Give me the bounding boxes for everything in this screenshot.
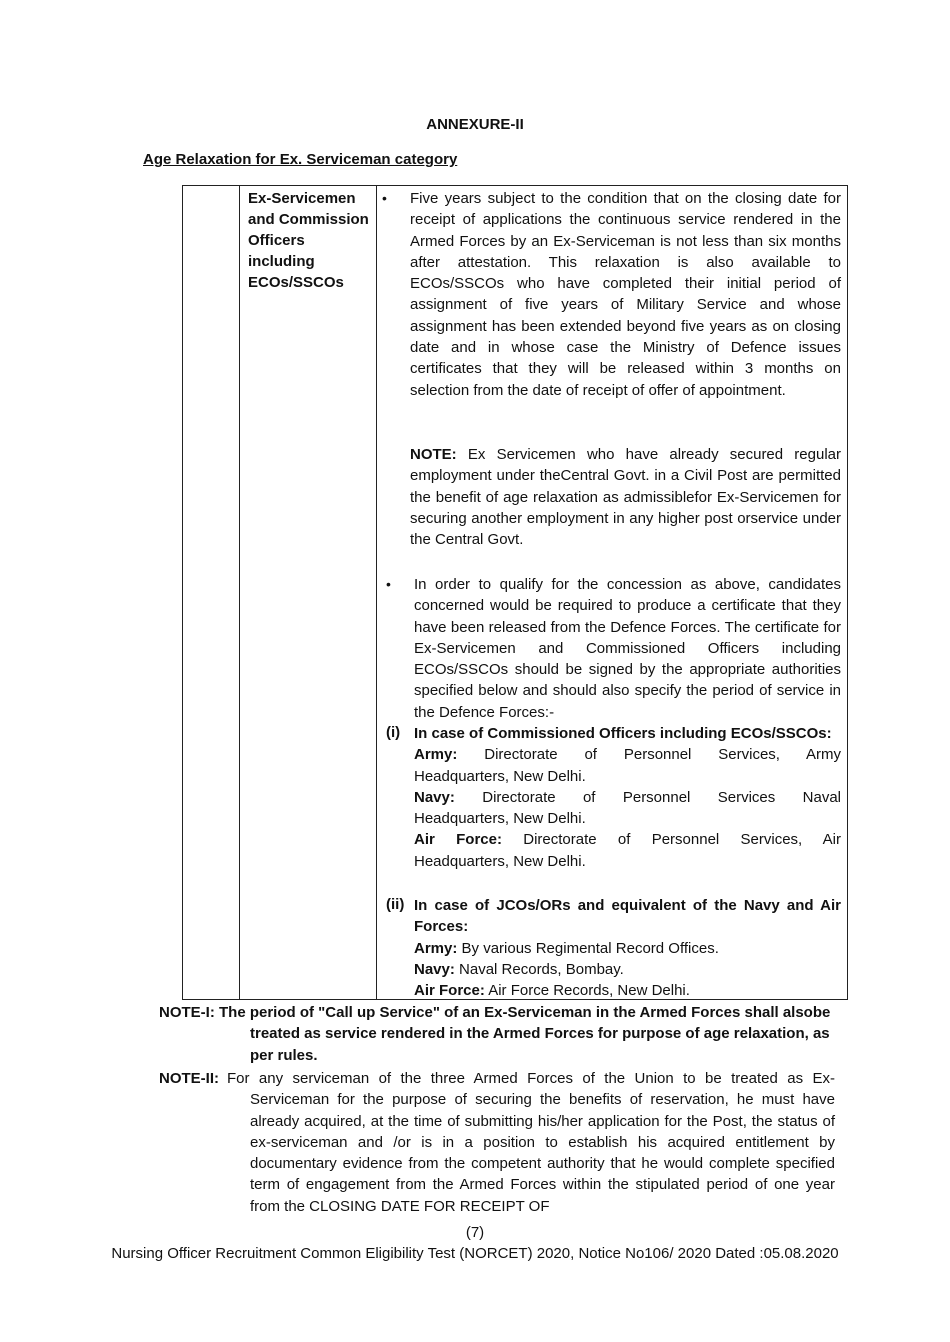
authority-cont: Headquarters, New Delhi. [414,767,586,785]
annexure-title: ANNEXURE-II [426,116,524,133]
note-paragraph [410,444,841,550]
page-footer: Nursing Officer Recruitment Common Eligibility Test (NORCET) 2020, Notice No106/ 2020 Dated :05.08.2020 [111,1245,839,1262]
note-i-body: The period of "Call up Service" of an Ex-Serviceman in the Armed Forces shall alsobe treated as service rendered in the Armed Forces for purpose of age relaxation, as per rules. [219,1004,831,1064]
authority-cont: Headquarters, New Delhi. [414,852,586,870]
section-heading: In case of JCOs/ORs and equivalent of the Navy and Air Forces: [414,897,841,936]
note-i-label: NOTE-I: [159,1004,215,1021]
authority-text: Directorate of Personnel Services Naval [482,788,841,806]
bullet-paragraph: In order to qualify for the concession as above, candidates concerned would be required to produce a certificate that they have been released from the Defence Forces. The certificate for Ex-Servicemen and Commissioned Officers including ECOs/SSCOs should be signed by the appropriate authorities specified below and should also specify the period of service in the Defence Forces:- [414,576,841,721]
note-ii-label: NOTE-II: [159,1070,219,1087]
authority-block [414,895,841,1001]
bullet-dot: • [382,190,387,206]
authority-line [414,980,841,1001]
section-heading: In case of Commissioned Officers including ECOs/SSCOs: [414,725,832,742]
authority-label: Navy: [414,788,455,806]
section-number: (i) [386,724,401,741]
authority-label: Navy: [414,960,455,978]
authority-label: Air Force: [414,831,502,849]
authority-line [414,829,841,850]
category-cell: Ex-Servicemen and Commission Officers including ECOs/SSCOs [248,190,369,291]
note-text: Ex Servicemen who have already secured regular employment under theCentral Govt. in a Civil Post are permitted the benefit of age relaxation as admissiblefor Ex-Servicemen for securing another employment in any higher post orservice under the Central Govt. [410,446,841,549]
authority-line [414,787,841,808]
page-number: (7) [465,1224,485,1241]
authority-label: Air Force: [414,982,485,1000]
table-column-divider [239,186,240,999]
authority-text: By various Regimental Record Offices. [461,939,719,957]
authority-line [414,959,841,980]
authority-cont: Headquarters, New Delhi. [414,810,586,828]
table-column-divider [376,186,377,999]
note-label: NOTE: [410,446,457,463]
bullet-paragraph: Five years subject to the condition that on the closing date for receipt of applications the continuous service rendered in the Armed Forces by an Ex-Serviceman is not less than six months after attestation. This relaxation is also available to ECOs/SSCOs who have completed their initial period of assignment of five years of Military Service and whose assignment has been extended beyond five years as on closing date and in whose case the Ministry of Defence issues certificates that they will be released within 3 months on selection from the date of receipt of offer of appointment. [410,190,841,399]
note-i-text [219,1002,835,1066]
authority-block [414,723,841,872]
bullet-dot: • [386,576,391,592]
authority-text: Naval Records, Bombay. [459,960,624,978]
authority-line [414,938,841,959]
authority-text: Directorate of Personnel Services, Air [523,831,841,849]
authority-line [414,744,841,765]
section-subtitle: Age Relaxation for Ex. Serviceman category [143,151,458,168]
authority-label: Army: [414,939,458,957]
authority-label: Army: [414,746,458,764]
note-ii-text: For any serviceman of the three Armed Forces of the Union to be treated as Ex-Serviceman for the purpose of securing the benefits of reservation, he must have already acquired, at the time of submitting his/her application for the Post, the status of ex-serviceman and /or is in a position to establish his acquired entitlement by documentary evidence from the competent authority that he would complete specified term of engagement from the Armed Forces within the stipulated period of one year from the CLOSING DATE FOR RECEIPT OF [227,1070,835,1215]
authority-text: Air Force Records, New Delhi. [488,982,690,1000]
section-number: (ii) [386,896,405,913]
authority-text: Directorate of Personnel Services, Army [484,746,841,764]
